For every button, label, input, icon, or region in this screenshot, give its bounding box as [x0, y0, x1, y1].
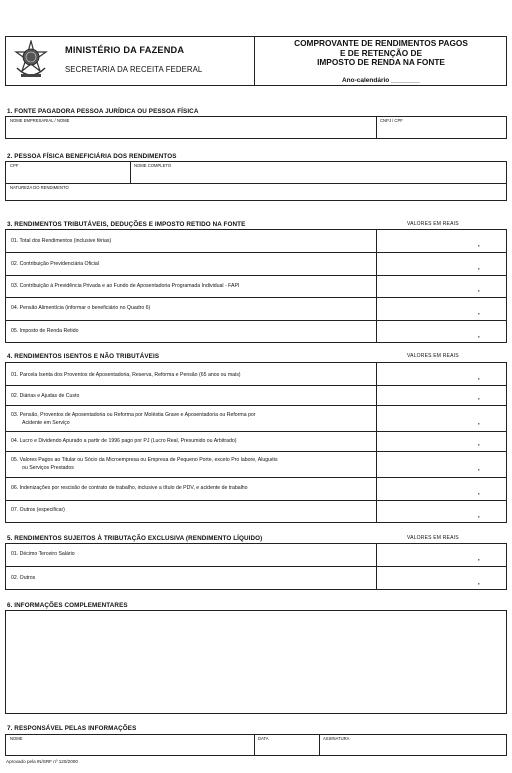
section3-value-03[interactable]: [378, 276, 506, 296]
decimal-comma: ,: [478, 420, 480, 426]
section3-item-05: 05. Imposto de Renda Retido: [11, 328, 79, 334]
signature-input[interactable]: [322, 742, 505, 754]
complementary-info-box[interactable]: [5, 610, 507, 714]
beneficiary-cpf-input[interactable]: [8, 169, 128, 181]
section1-title: 1. FONTE PAGADORA PESSOA JURÍDICA OU PESSOA FÍSICA: [7, 108, 199, 115]
income-nature-input[interactable]: [8, 191, 504, 200]
income-nature-label: NATUREZA DO RENDIMENTO: [10, 185, 69, 190]
decimal-comma: ,: [478, 395, 480, 401]
section4-item-07: 07. Outros (especificar): [11, 507, 65, 513]
decimal-comma: ,: [478, 556, 480, 562]
form-title: [255, 39, 507, 68]
beneficiary-cpf-label: CPF: [10, 163, 19, 168]
section5-item-02: 02. Outros: [11, 575, 36, 581]
responsible-name-input[interactable]: [8, 742, 252, 754]
date-input[interactable]: [257, 742, 317, 754]
section3-item-03: 03. Contribuição à Previdência Privada e ao Fundo de Aposentadoria Programada Individual - FAPI: [11, 283, 240, 289]
section4-values-header: VALORES EM REAIS: [407, 353, 459, 359]
section4-item-01: 01. Parcela Isenta dos Proventos de Aposentadoria, Reserva, Reforma e Pensão (65 anos ou mais): [11, 372, 241, 378]
section3-values-divider: [376, 229, 377, 343]
payer-cnpj-label: CNPJ / CPF: [380, 118, 403, 123]
beneficiary-name-label: NOME COMPLETO: [134, 163, 172, 168]
section4-value-07[interactable]: [378, 501, 506, 522]
section2-divider: [130, 161, 131, 183]
section3-item-02: 02. Contribuição Previdenciária Oficial: [11, 261, 99, 267]
decimal-comma: ,: [478, 242, 480, 248]
section7-divider: [319, 734, 320, 756]
section3-value-02[interactable]: [378, 253, 506, 274]
section7-divider: [254, 734, 255, 756]
secretariat-name: SECRETARIA DA RECEITA FEDERAL: [65, 65, 203, 74]
section4-title: 4. RENDIMENTOS ISENTOS E NÃO TRIBUTÁVEIS: [7, 353, 160, 360]
beneficiary-name-input[interactable]: [133, 169, 505, 181]
section3-item-01: 01. Total dos Rendimentos (inclusive férias): [11, 238, 112, 244]
section5-item-01: 01. Décimo Terceiro Salário: [11, 551, 75, 557]
decimal-comma: ,: [478, 287, 480, 293]
form-title-line1: COMPROVANTE DE RENDIMENTOS PAGOS: [294, 38, 468, 48]
payer-cnpj-input[interactable]: [379, 124, 505, 137]
section5-title: 5. RENDIMENTOS SUJEITOS À TRIBUTAÇÃO EXCLUSIVA (RENDIMENTO LÍQUIDO): [7, 535, 263, 542]
decimal-comma: ,: [478, 513, 480, 519]
section4-value-02[interactable]: [378, 386, 506, 404]
brasao-emblem-icon: [12, 40, 50, 80]
section3-value-04[interactable]: [378, 298, 506, 319]
section4-value-03[interactable]: [378, 406, 506, 430]
section2-title: 2. PESSOA FÍSICA BENEFICIÁRIA DOS RENDIMENTOS: [7, 153, 177, 160]
section4-item-06: 06. Indenizações por rescisão de contrato de trabalho, inclusive a título de PDV, e acidente de trabalho: [11, 485, 248, 491]
section5-value-02[interactable]: [378, 567, 506, 589]
section4-value-04[interactable]: [378, 432, 506, 450]
section4-values-divider: [376, 362, 377, 523]
date-label: DATA: [258, 736, 269, 741]
section4-item-03: 03. Pensão, Proventos de Aposentadoria ou Reforma por Moléstia Grave e Aposentadoria ou Reforma por: [11, 412, 256, 418]
responsible-name-label: NOME: [10, 736, 23, 741]
decimal-comma: ,: [478, 580, 480, 586]
payer-name-input[interactable]: [8, 124, 374, 137]
section3-item-04: 04. Pensão Alimentícia (informar o beneficiário no Quadro 6): [11, 305, 151, 311]
ministry-name: MINISTÉRIO DA FAZENDA: [65, 45, 185, 55]
section3-title: 3. RENDIMENTOS TRIBUTÁVEIS, DEDUÇÕES E IMPOSTO RETIDO NA FONTE: [7, 221, 246, 228]
section4-item-05-cont: ou Serviços Prestados: [22, 465, 74, 471]
section3-value-01[interactable]: [378, 230, 506, 251]
signature-label: ASSINATURA: [323, 736, 350, 741]
section1-divider: [376, 116, 377, 139]
decimal-comma: ,: [478, 310, 480, 316]
section3-value-05[interactable]: [378, 321, 506, 342]
section4-item-04: 04. Lucro e Dividendo Apurado a partir de 1996 pago por PJ (Lucro Real, Presumido ou Arbitrado): [11, 438, 237, 444]
form-title-line2: E DE RETENÇÃO DE: [339, 47, 423, 58]
section7-title: 7. RESPONSÁVEL PELAS INFORMAÇÕES: [7, 725, 137, 732]
section4-value-05[interactable]: [378, 452, 506, 476]
form-title-line3: IMPOSTO DE RENDA NA FONTE: [317, 57, 445, 68]
decimal-comma: ,: [478, 441, 480, 447]
section5-values-header: VALORES EM REAIS: [407, 535, 459, 541]
section2-row-line: [5, 183, 507, 184]
section6-title: 6. INFORMAÇÕES COMPLEMENTARES: [7, 602, 128, 609]
decimal-comma: ,: [478, 265, 480, 271]
section4-value-06[interactable]: [378, 478, 506, 499]
section4-item-02: 02. Diárias e Ajudas de Custo: [11, 393, 80, 399]
section4-value-01[interactable]: [378, 363, 506, 384]
year-field[interactable]: Ano-calendário ________: [341, 77, 421, 84]
decimal-comma: ,: [478, 466, 480, 472]
section4-item-05: 05. Valores Pagos ao Titular ou Sócio da Microempresa ou Empresa de Pequeno Porte, exceto Pro labore, Aluguéis: [11, 457, 278, 463]
decimal-comma: ,: [478, 333, 480, 339]
decimal-comma: ,: [478, 375, 480, 381]
section3-values-header: VALORES EM REAIS: [407, 221, 459, 227]
decimal-comma: ,: [478, 490, 480, 496]
approval-footer: Aprovado pela IN/SRF nº 120/2000: [6, 759, 78, 764]
section5-value-01[interactable]: [378, 544, 506, 565]
payer-name-label: NOME EMPRESARIAL / NOME: [10, 118, 70, 123]
section4-item-03-cont: Acidente em Serviço: [22, 420, 70, 426]
